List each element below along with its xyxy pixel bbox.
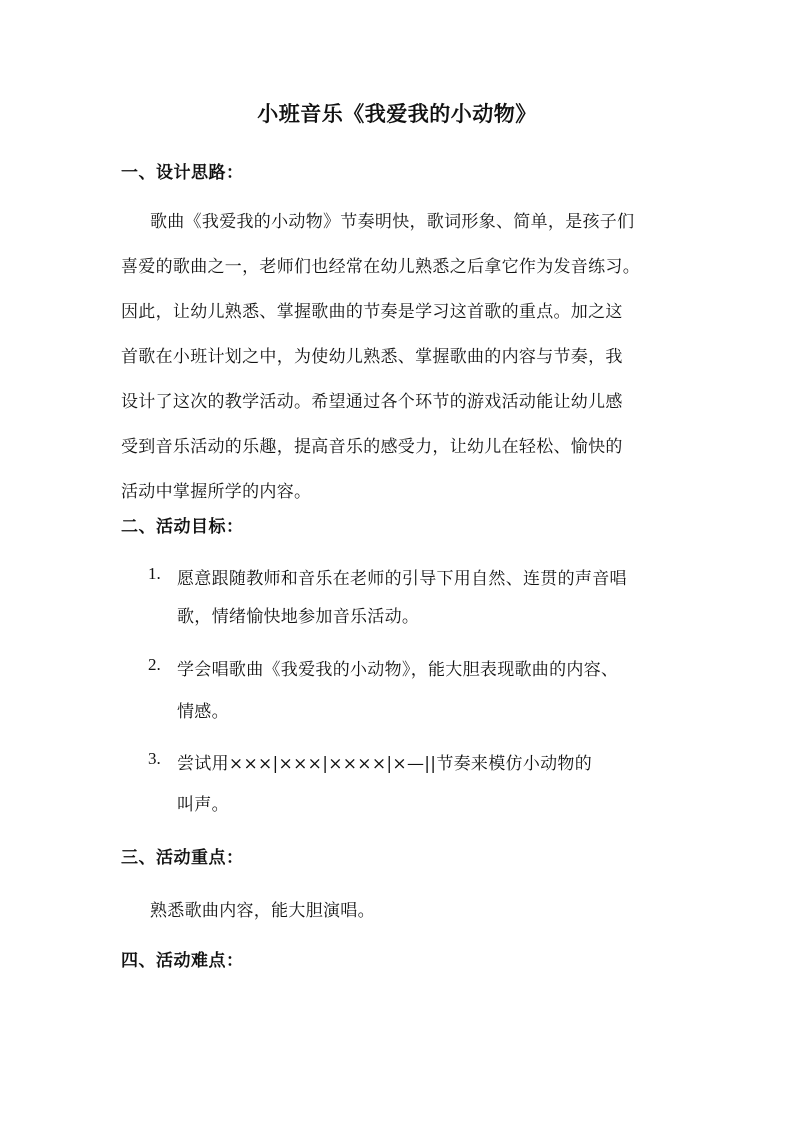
paragraph-line: 歌曲《我爱我的小动物》节奏明快，歌词形象、简单，是孩子们 (150, 212, 635, 232)
paragraph-line: 设计了这次的教学活动。希望通过各个环节的游戏活动能让幼儿感 (121, 392, 623, 412)
list-item-text: 愿意跟随教师和音乐在老师的引导下用自然、连贯的声音唱 (177, 569, 627, 589)
paragraph-line: 喜爱的歌曲之一，老师们也经常在幼儿熟悉之后拿它作为发音练习。 (121, 257, 640, 277)
list-item-number: 3. (148, 749, 161, 768)
list-item-text: 歌，情绪愉快地参加音乐活动。 (177, 607, 420, 627)
paragraph-line: 活动中掌握所学的内容。 (121, 482, 312, 502)
list-item-text: 学会唱歌曲《我爱我的小动物》，能大胆表现歌曲的内容、 (177, 660, 619, 680)
section-heading-goals: 二、活动目标： (121, 517, 244, 537)
section-heading-design: 一、设计思路： (121, 163, 244, 183)
list-item-text: 尝试用×××|×××|××××|×—||节奏来模仿小动物的 (177, 754, 593, 774)
list-item-number: 1. (148, 564, 161, 583)
paragraph-line: 因此，让幼儿熟悉、掌握歌曲的节奏是学习这首歌的重点。加之这 (121, 302, 623, 322)
list-item-text: 情感。 (177, 702, 229, 722)
paragraph-line: 熟悉歌曲内容，能大胆演唱。 (150, 901, 375, 921)
paragraph-line: 首歌在小班计划之中，为使幼儿熟悉、掌握歌曲的内容与节奏，我 (121, 347, 623, 367)
section-heading-difficulties: 四、活动难点： (121, 951, 244, 971)
document-title: 小班音乐《我爱我的小动物》 (257, 101, 537, 126)
paragraph-line: 受到音乐活动的乐趣，提高音乐的感受力，让幼儿在轻松、愉快的 (121, 437, 623, 457)
list-item-number: 2. (148, 655, 161, 674)
section-heading-key-points: 三、活动重点： (121, 848, 244, 868)
list-item-text: 叫声。 (177, 795, 229, 815)
